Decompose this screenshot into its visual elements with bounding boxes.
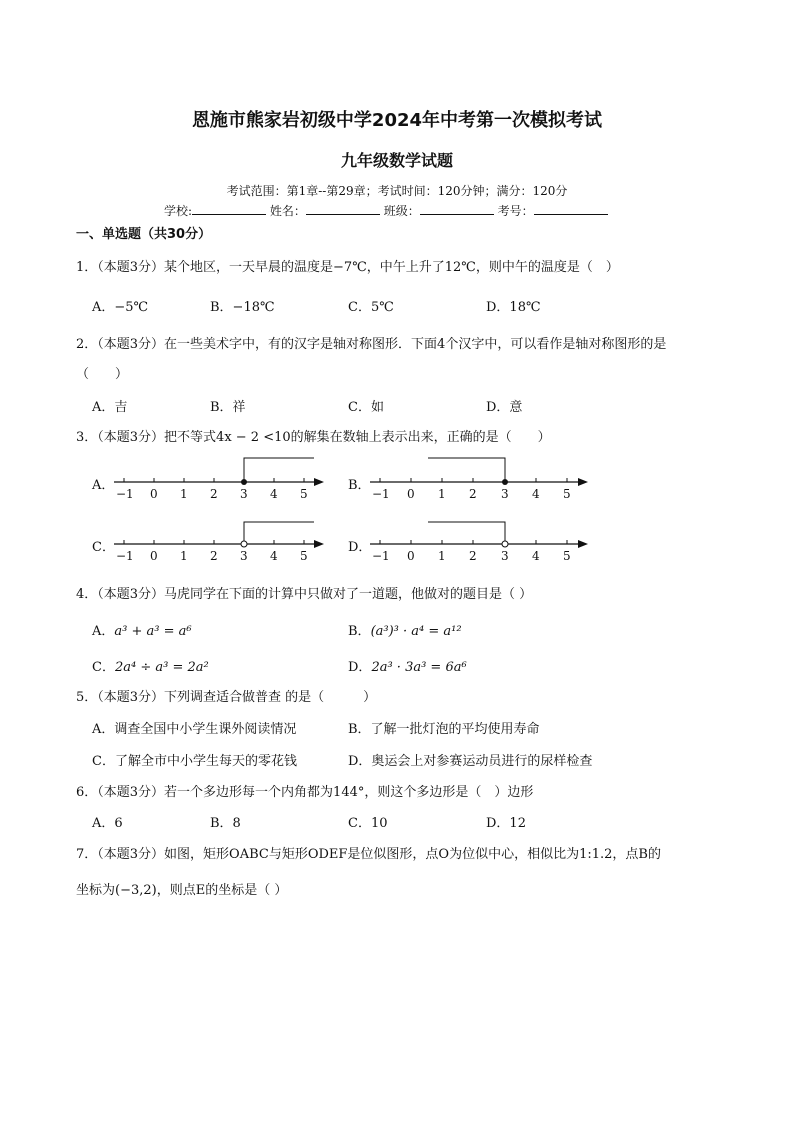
name-blank[interactable] — [306, 202, 380, 215]
tick-label: 4 — [270, 549, 278, 563]
q5-option-b: B．了解一批灯泡的平均使用寿命 — [348, 722, 540, 737]
question-7-stem-cont: 坐标为(−3,2)，则点E的坐标是（ ） — [76, 883, 288, 898]
q4-expr-d: 2a³ · 3a³ = 6a⁶ — [371, 660, 467, 675]
q6-option-c: C．10 — [348, 816, 388, 831]
name-label: 姓名： — [269, 204, 306, 218]
tick-label: 4 — [532, 549, 540, 563]
tick-label: 3 — [501, 549, 509, 563]
tick-label: −1 — [116, 549, 134, 563]
exam-subtitle: 九年级数学试题 — [340, 151, 453, 170]
q5-option-a: A．调查全国中小学生课外阅读情况 — [92, 722, 297, 737]
section-heading: 一、单选题（共30分） — [76, 227, 212, 242]
q3-label-b: B． — [348, 478, 371, 493]
tick-label: 1 — [180, 487, 188, 501]
q4-expr-c: 2a⁴ ÷ a³ = 2a² — [114, 660, 209, 675]
tick-label: 4 — [532, 487, 540, 501]
question-6-stem: 6．（本题3分）若一个多边形每一个内角都为144°，则这个多边形是（ ）边形 — [76, 785, 534, 800]
q6-option-b: B．8 — [210, 816, 241, 831]
tick-label: 5 — [563, 487, 571, 501]
class-label: 班级： — [383, 204, 420, 218]
tick-label: 2 — [469, 549, 477, 563]
q5-option-c: C．了解全市中小学生每天的零花钱 — [92, 754, 297, 769]
q6-option-d: D．12 — [486, 816, 526, 831]
q2-option-a: A．吉 — [92, 400, 128, 415]
exam-title: 恩施市熊家岩初级中学2024年中考第一次模拟考试 — [191, 110, 603, 131]
number-line-c — [110, 514, 330, 564]
q2-option-d: D．意 — [486, 400, 523, 415]
tick-label: 5 — [563, 549, 571, 563]
tick-label: 1 — [438, 549, 446, 563]
question-5-stem: 5．（本题3分）下列调查适合做普查 的是（ ） — [76, 690, 377, 705]
question-2-stem: 2．（本题3分）在一些美术字中，有的汉字是轴对称图形．下面4个汉字中，可以看作是轴对称图形的是 — [76, 337, 667, 352]
q4-label-a: A． — [92, 624, 115, 639]
exam-info: 考试范围：第1章--第29章；考试时间：120分钟；满分：120分 — [226, 184, 568, 198]
q4-expr-b: (a³)³ · a⁴ = a¹² — [370, 624, 462, 639]
question-2-stem-cont: （ ） — [76, 367, 129, 382]
class-blank[interactable] — [420, 202, 494, 215]
question-7-stem: 7．（本题3分）如图，矩形OABC与矩形ODEF是位似图形，点O为位似中心，相似比为1:1.2，点B的 — [76, 847, 661, 862]
q3-label-d: D． — [348, 540, 372, 555]
q6-option-a: A．6 — [92, 816, 123, 831]
school-label: 学校: — [164, 204, 193, 218]
tick-label: 0 — [150, 549, 158, 563]
id-blank[interactable] — [534, 202, 608, 215]
tick-label: 0 — [407, 487, 415, 501]
tick-label: −1 — [372, 549, 390, 563]
q4-label-b: B． — [348, 624, 371, 639]
tick-label: −1 — [372, 487, 390, 501]
q1-option-a: A．−5℃ — [92, 300, 149, 315]
question-4-stem: 4．（本题3分）马虎同学在下面的计算中只做对了一道题，他做对的题目是（ ） — [76, 587, 533, 602]
q2-option-c: C．如 — [348, 400, 384, 415]
tick-label: 2 — [210, 549, 218, 563]
question-3-stem: 3．（本题3分）把不等式4x − 2 <10的解集在数轴上表示出来，正确的是（ ） — [76, 430, 551, 445]
tick-label: 2 — [210, 487, 218, 501]
tick-label: 5 — [300, 487, 308, 501]
q4-option-b — [348, 620, 462, 639]
q4-option-c — [92, 656, 209, 675]
tick-label: 0 — [407, 549, 415, 563]
id-label: 考号： — [497, 204, 534, 218]
q1-option-d: D．18℃ — [486, 300, 541, 315]
q1-option-c: C．5℃ — [348, 300, 394, 315]
q3-label-c: C． — [92, 540, 115, 555]
tick-label: 3 — [240, 549, 248, 563]
tick-label: 2 — [469, 487, 477, 501]
question-1-stem: 1．（本题3分）某个地区，一天早晨的温度是−7℃，中午上升了12℃，则中午的温度是（ ） — [76, 260, 619, 275]
q4-option-d — [348, 656, 467, 675]
tick-label: 5 — [300, 549, 308, 563]
q2-option-b: B．祥 — [210, 400, 246, 415]
q4-expr-a: a³ + a³ = a⁶ — [114, 624, 192, 639]
q4-label-d: D． — [348, 660, 372, 675]
q3-label-a: A． — [92, 478, 115, 493]
tick-label: 1 — [438, 487, 446, 501]
number-line-b — [366, 452, 596, 502]
tick-label: 4 — [270, 487, 278, 501]
school-blank[interactable] — [192, 202, 266, 215]
tick-label: −1 — [116, 487, 134, 501]
tick-label: 1 — [180, 549, 188, 563]
q5-option-d: D．奥运会上对参赛运动员进行的尿样检查 — [348, 754, 593, 769]
tick-label: 3 — [240, 487, 248, 501]
student-fields — [164, 202, 608, 219]
tick-label: 0 — [150, 487, 158, 501]
tick-label: 3 — [501, 487, 509, 501]
number-line-a — [110, 452, 330, 502]
q4-label-c: C． — [92, 660, 115, 675]
q1-option-b: B．−18℃ — [210, 300, 275, 315]
number-line-d — [366, 514, 596, 564]
q4-option-a — [92, 620, 192, 639]
